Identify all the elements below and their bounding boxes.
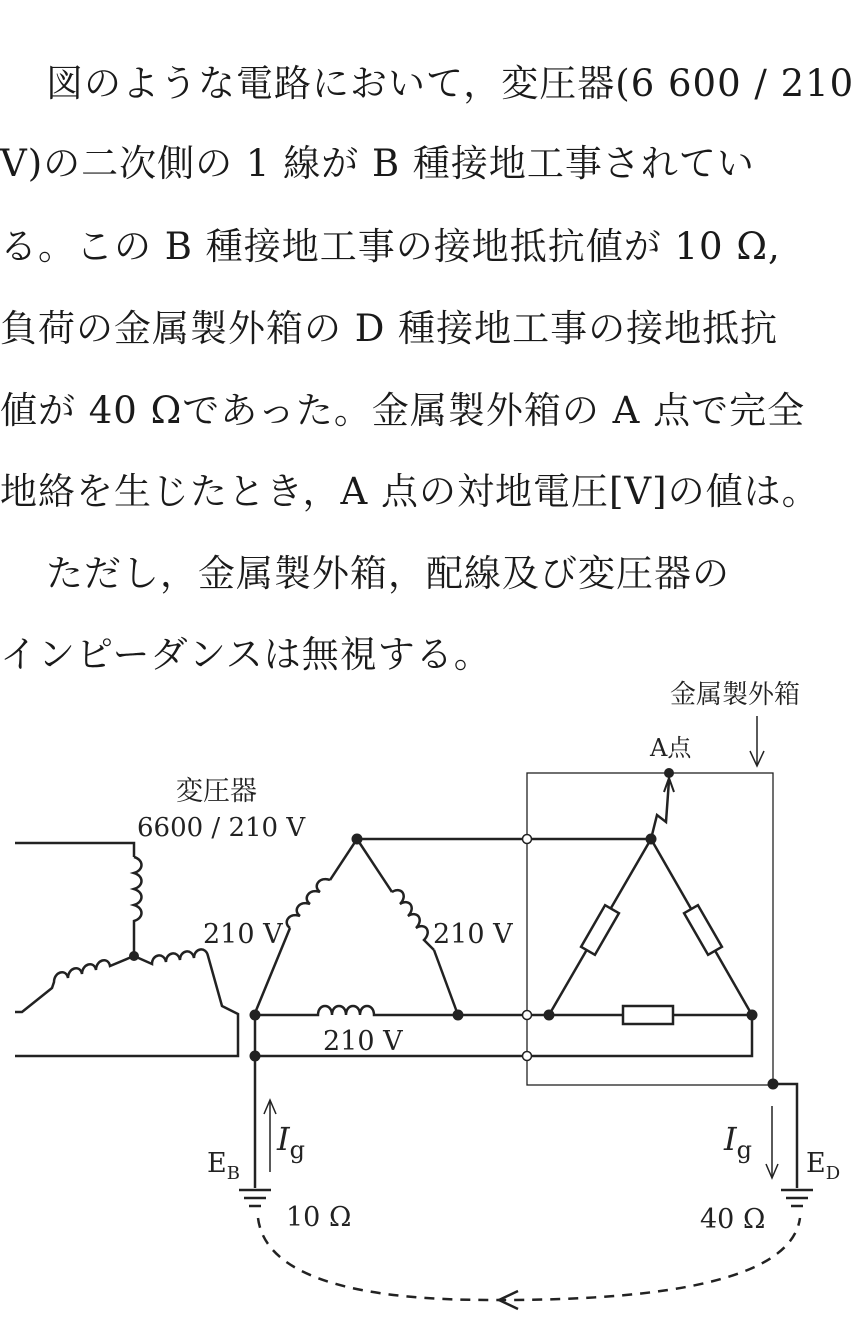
problem-line-5: 値が 40 Ωであった。金属製外箱の A 点で完全	[0, 389, 806, 432]
voltage-right-label: 210 V	[433, 919, 513, 950]
supply-lines	[255, 839, 752, 1188]
load-node-right	[747, 1010, 758, 1021]
load-resistor-left	[581, 905, 619, 955]
rd-label: 40 Ω	[700, 1204, 766, 1235]
problem-line-8: インピーダンスは無視する。	[0, 633, 492, 676]
problem-line-7: ただし，金属製外箱，配線及び変圧器の	[46, 552, 730, 595]
secondary-coil-bottom	[255, 1006, 458, 1015]
secondary-coil-right	[392, 890, 434, 950]
eb-ground-icon	[239, 1190, 271, 1206]
terminal-bottom	[523, 1052, 532, 1061]
primary-coil-left	[15, 956, 134, 1012]
load-resistor-right	[684, 905, 722, 955]
voltage-left-label: 210 V	[203, 919, 283, 950]
ig-left-label: $I_g$	[277, 1120, 306, 1164]
primary-coil-top	[134, 857, 142, 956]
enclosure-label: 金属製外箱	[670, 680, 801, 710]
problem-line-6: 地絡を生じたとき，A 点の対地電圧[V]の値は。	[0, 470, 820, 513]
load-delta	[549, 839, 752, 1015]
ed-ground-icon	[781, 1190, 813, 1206]
secondary-coil-left	[287, 879, 330, 928]
load-resistor-bottom	[623, 1006, 673, 1024]
rb-label: 10 Ω	[286, 1202, 352, 1233]
primary-neutral-node	[129, 951, 139, 961]
terminal-top	[523, 835, 532, 844]
transformer-rating: 6600 / 210 V	[137, 813, 306, 843]
fault-lightning-icon	[651, 780, 669, 839]
ed-ground-wire	[773, 1084, 797, 1188]
transformer-secondary	[255, 839, 458, 1015]
problem-line-3: る。この B 種接地工事の接地抵抗値が 10 Ω,	[0, 225, 781, 268]
enclosure-ground-node	[768, 1079, 779, 1090]
metal-enclosure	[527, 773, 773, 1085]
transformer-label: 変圧器	[176, 776, 257, 807]
problem-line-2: V)の二次側の 1 線が B 種接地工事されてい	[0, 142, 755, 185]
eb-label: $E_B$	[207, 1148, 240, 1184]
primary-coil-right	[15, 949, 238, 1056]
load-node-left	[544, 1010, 555, 1021]
point-a-label: A点	[650, 734, 692, 762]
terminal-middle	[523, 1011, 532, 1020]
voltage-bottom-label: 210 V	[323, 1026, 403, 1057]
load-node-top	[646, 834, 657, 845]
problem-line-1: 図のような電路において，変圧器(6 600 / 210	[46, 62, 854, 105]
ed-label: $E_D$	[806, 1148, 841, 1184]
problem-line-4: 負荷の金属製外箱の D 種接地工事の接地抵抗	[0, 307, 779, 350]
ig-right-label: $I_g$	[724, 1120, 753, 1164]
